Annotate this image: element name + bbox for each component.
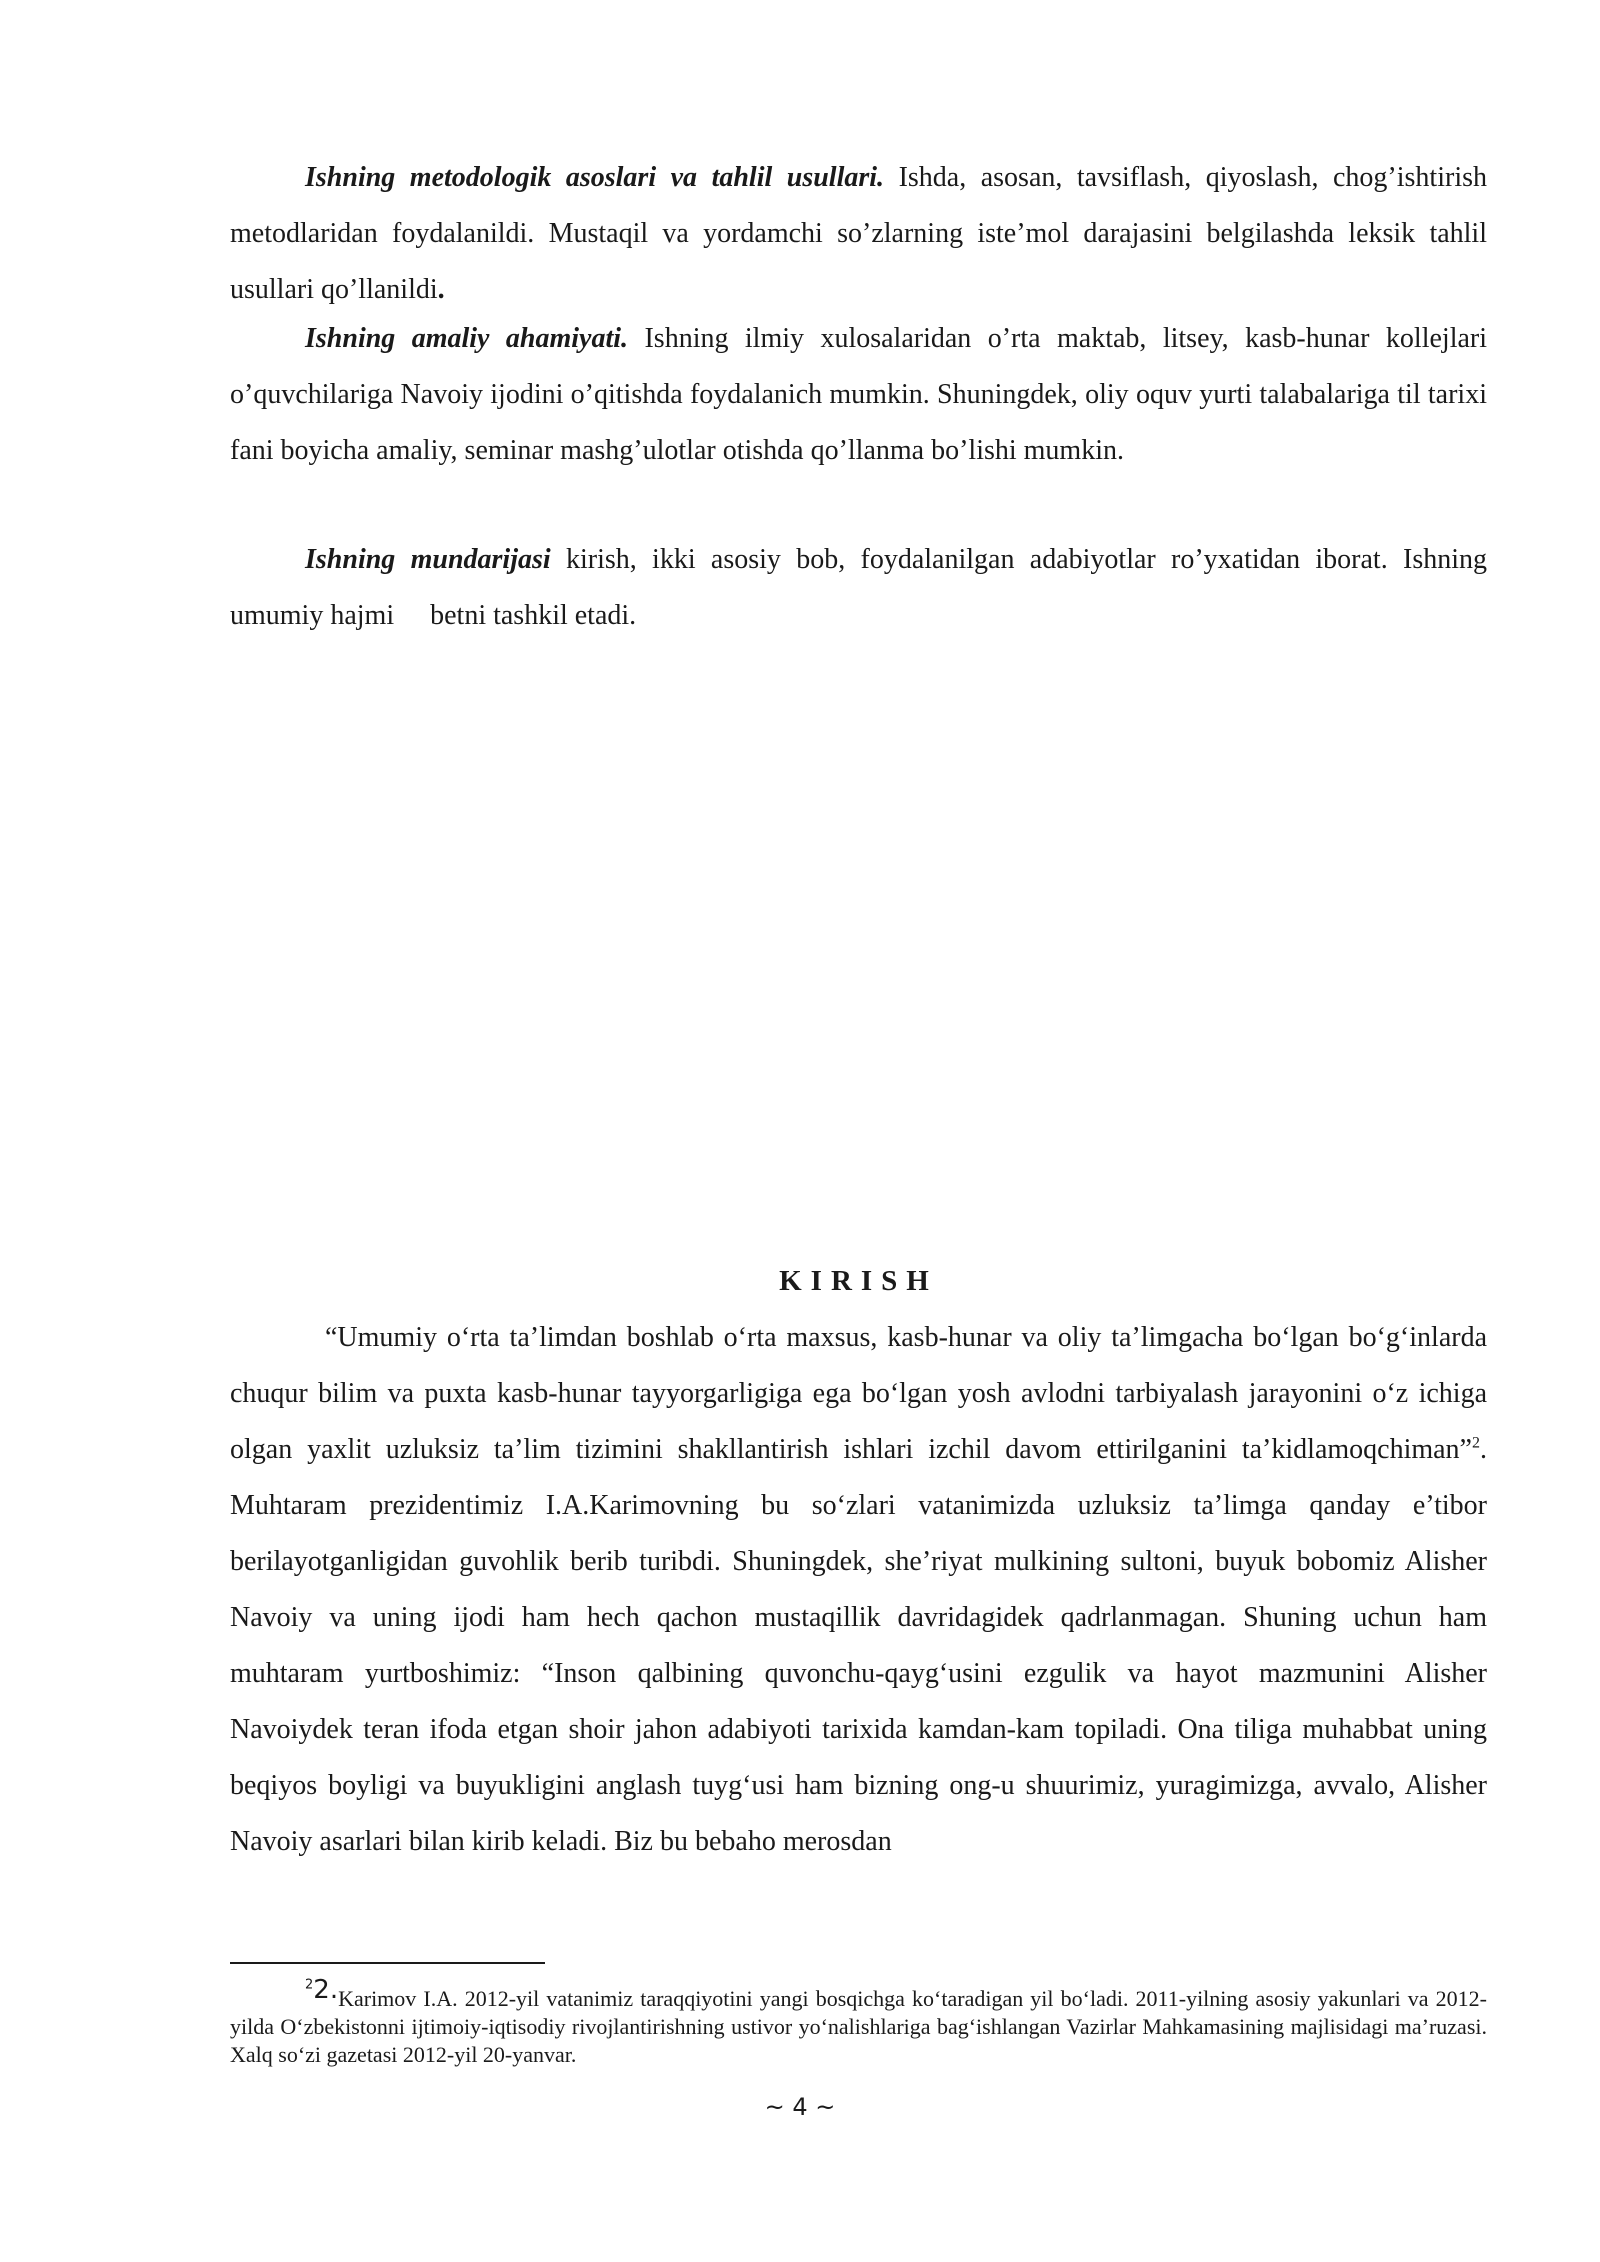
footnote — [230, 1975, 1487, 2069]
footnote-sup: 2 — [305, 1977, 314, 1993]
paragraph-end: . — [437, 274, 445, 305]
paragraph-lead: Ishning amaliy ahamiyati. — [305, 323, 629, 354]
paragraph-methodology — [230, 150, 1487, 318]
paragraph-text: Ishda, asosan, tavsiflash, qiyoslash, chog’ishtirish metodlaridan foydalanildi. Mustaqil va yordamchi so’zlarning iste’mol darajasini belgilashda leksik tahlil usullari qo’llanildi — [230, 162, 1487, 305]
footnote-text: Karimov I.A. 2012-yil vatanimiz taraqqiyotini yangi bosqichga ko‘taradigan yil bo‘ladi. 2011-yilning asosiy yakunlari va 2012-yilda O‘zbekistonni ijtimoiy-iqtisodiy rivojlantirishning ustivor yo‘nalishlariga bag‘ishlangan Vazirlar Mahkamasining majlisidagi ma’ruzasi. Xalq so‘zi gazetasi 2012-yil 20-yanvar. — [230, 1986, 1487, 2067]
paragraph-text-end: betni tashkil etadi. — [430, 600, 637, 631]
paragraph-kirish — [230, 1310, 1487, 1870]
page-number: ~ 4 ~ — [764, 2093, 836, 2121]
paragraph-text: kirish, ikki asosiy bob, foydalanilgan adabiyotlar ro’yxatidan iborat. Ishning umumiy hajmi — [230, 544, 1488, 631]
footnote-marker — [305, 1975, 338, 2005]
paragraph-text: . Muhtaram prezidentimiz I.A.Karimovning bu so‘zlari vatanimizda uzluksiz ta’limga qanday e’tibor berilayotganligidan guvohlik berib turibdi. Shuningdek, she’riyat mulkining sultoni, buyuk bobomiz Alisher Navoiy va uning ijodi ham hech qachon mustaqillik davridagidek qadrlanmagan. Shuning uchun ham muhtaram yurtboshimiz: “Inson qalbining quvonchu-qayg‘usini ezgulik va hayot mazmunini Alisher Navoiydek teran ifoda etgan shoir jahon adabiyoti tarixida kamdan-kam topiladi. Ona tiliga muhabbat uning beqiyos boyligi va buyukligini anglash tuyg‘usi ham bizning ong-u shuurimiz, yuragimizga, avvalo, Alisher Navoiy asarlari bilan kirib keladi. Biz bu bebaho merosdan — [230, 1434, 1487, 1857]
paragraph-lead: Ishning metodologik asoslari va tahlil usullari. — [305, 162, 885, 193]
quote-text: “Umumiy o‘rta ta’limdan boshlab o‘rta maxsus, kasb-hunar va oliy ta’limgacha bo‘lgan bo‘g‘inlarda chuqur bilim va puxta kasb-hunar tayyorgarligiga ega bo‘lgan yosh avlodni tarbiyalash jarayonini o‘z ichiga olgan yaxlit uzluksiz ta’lim tizimini shakllantirish ishlari izchil davom ettirilganini ta’kidlamoqchiman” — [230, 1322, 1487, 1465]
footnote-separator — [230, 1962, 545, 1964]
footnote-reference: 2 — [1472, 1434, 1480, 1452]
paragraph-practical-significance — [230, 311, 1487, 479]
paragraph-lead: Ishning mundarijasi — [305, 544, 551, 575]
paragraph-contents — [230, 532, 1487, 644]
footnote-number: 2. — [313, 1975, 339, 2005]
paragraph-text: Ishning ilmiy xulosalaridan o’rta maktab, litsey, kasb-hunar kollejlari o’quvchilariga Navoiy ijodini o’qitishda foydalanich mumkin. Shuningdek, oliy oquv yurti talabalariga til tarixi fani boyicha amaliy, seminar mashg’ulotlar otishda qo’llanma bo’lishi mumkin. — [230, 323, 1488, 466]
section-heading: KIRISH — [779, 1265, 938, 1297]
